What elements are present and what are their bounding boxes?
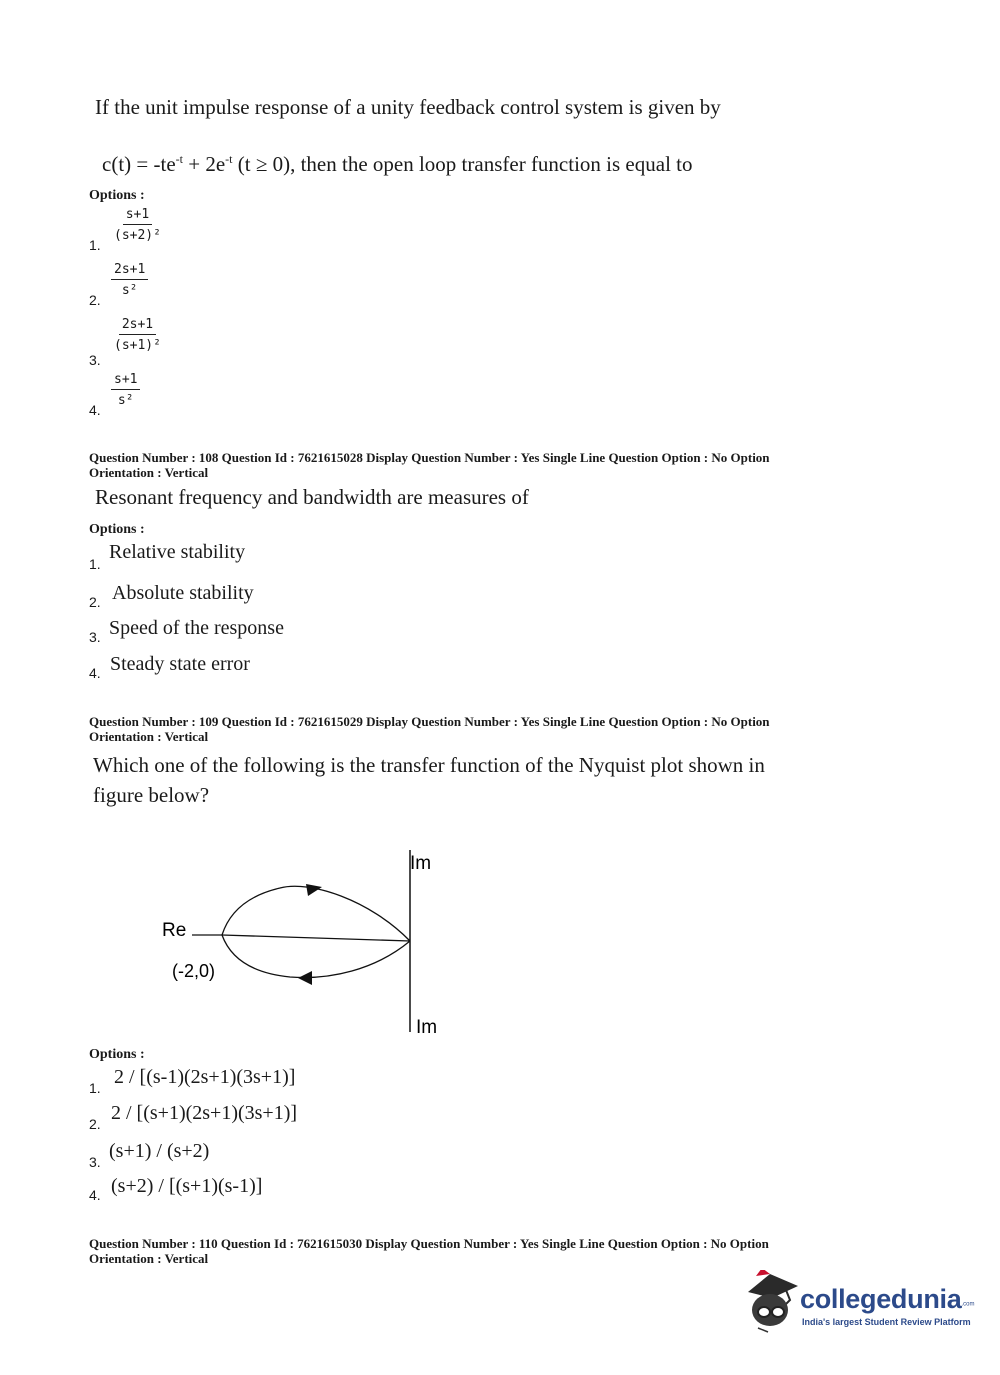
- fraction: $\frac{s+1}{\text{s²}}$: [111, 372, 140, 408]
- point-label: (-2,0): [172, 961, 216, 981]
- im-top-label: Im: [410, 853, 432, 874]
- lower-contour: [222, 935, 410, 978]
- im-bottom-label: Im: [416, 1017, 438, 1038]
- collegedunia-logo: [740, 1270, 980, 1340]
- logo-suffix: .com: [961, 1301, 975, 1308]
- q110-meta: Question Number : 110 Question Id : 7621615030 Display Question Number : Yes Single Line Question Option : No Option Orientation : Vertical: [89, 1236, 769, 1266]
- q108-meta: Question Number : 108 Question Id : 7621615028 Display Question Number : Yes Single Line Question Option : No Option Orientation : Vertical: [89, 450, 770, 480]
- fraction: $\frac{2s+1}{\text{(s+1)²}}$: [114, 317, 161, 353]
- logo-tagline: India's largest Student Review Platform: [802, 1317, 971, 1327]
- q109-meta: Question Number : 109 Question Id : 7621615029 Display Question Number : Yes Single Line Question Option : No Option Orientation : Vertical: [89, 714, 770, 744]
- q109-question: Which one of the following is the transfer function of the Nyquist plot shown in figure below?: [93, 753, 765, 807]
- fraction: $\frac{s+1}{\text{(s+2)²}}$: [114, 207, 161, 243]
- upper-arrow-icon: [306, 884, 322, 896]
- q107-options-label: Options :: [89, 188, 145, 203]
- q108-question: Resonant frequency and bandwidth are measures of: [95, 485, 529, 509]
- real-axis-line: [222, 935, 410, 941]
- logo-wordmark: collegedunia: [800, 1284, 962, 1314]
- nyquist-plot-figure: [140, 845, 460, 1040]
- q109-options-label: Options :: [89, 1047, 145, 1062]
- mascot-icon: [740, 1270, 800, 1336]
- q107-line2: $c(t) = -te^{-t} + 2e^{-t}$ (t ≥ 0), then the open loop transfer function is equal to: [102, 152, 693, 176]
- lower-arrow-icon: [298, 971, 312, 985]
- re-label: Re: [162, 920, 187, 941]
- q108-options-label: Options :: [89, 522, 145, 537]
- fraction: $\frac{2s+1}{\text{s²}}$: [111, 262, 148, 298]
- upper-contour: [222, 886, 410, 941]
- q107-line1: If the unit impulse response of a unity feedback control system is given by: [95, 95, 721, 119]
